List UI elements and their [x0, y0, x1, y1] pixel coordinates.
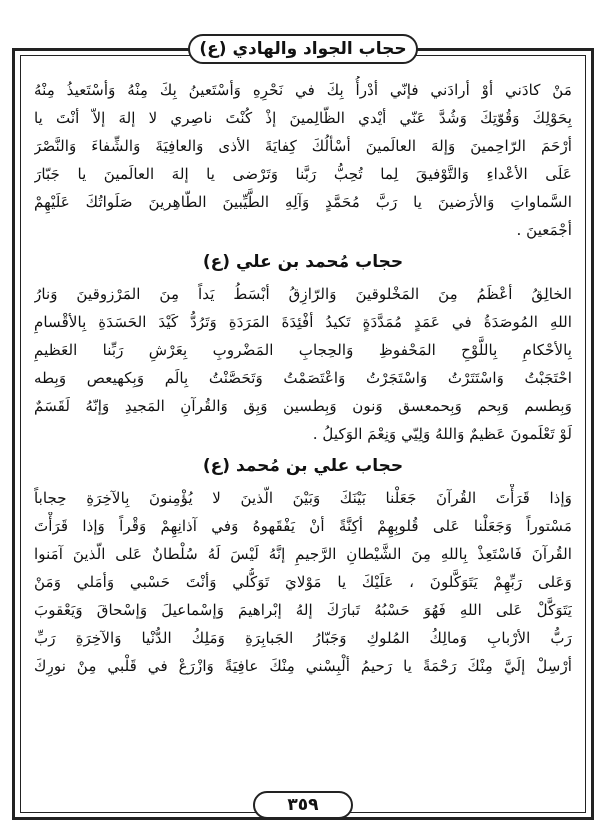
- text-line: السَّماواتِ وَالأرَضينَ يا رَبَّ مُحَمَّدٍ وَآلِهِ الطَّيِّبينَ الطّاهِرينَ صَلَواتُكَ عَلَيْهِمْ: [34, 193, 572, 211]
- text-line: اللهِ المُوصَدَةُ في عَمَدٍ مُمَدَّدَةٍ تَكيدُ أفْئِدَةَ المَرَدَةِ وَتَرُدُّ كَيْدَ الحَسَدَةِ بِالأقْسامِ: [34, 313, 572, 331]
- text-line: أجْمَعينَ .: [516, 221, 572, 239]
- text-line: عَلَى الأعْداءِ وَالتَّوْفيقَ لِما تُحِبُّ رَبَّنا وَتَرْضى يا إلهَ العالَمينَ يا جَبّارَ: [34, 165, 572, 183]
- text-line: وَبِطسم وَبِحم وَبِحمعسق وَنون وَبِطسين وَبِق وَالقُرآنِ المَجيدِ وَإنّهُ لَقَسَمٌ: [34, 397, 572, 415]
- section-heading: حجاب علي بن مُحمد (ع): [202, 456, 404, 476]
- text-line: أرْسِلْ إلَيَّ مِنْكَ رَحْمَةً يا رَحيمُ ألْبِسْني مِنْكَ عافِيَةً وَازْرَعْ في قَلْبي مِنْ نورِكَ: [34, 657, 572, 675]
- section-heading: حجاب مُحمد بن علي (ع): [202, 252, 404, 272]
- section-prayer-continuation: [34, 76, 572, 244]
- text-line: الخالِقُ أعْظَمُ مِنَ المَخْلوقينَ وَالرّازِقُ أبْسَطُ يَداً مِنَ المَرْزوقينَ وَنارُ: [34, 285, 572, 303]
- text-line: وَإذا قَرَأْتَ القُرآنَ جَعَلْنا بَيْنَكَ وَبَيْنَ الّذينَ لا يُؤْمِنونَ بِالآخِرَةِ حِجاباً: [34, 489, 572, 507]
- section-ali-bin-muhammad: [34, 448, 572, 680]
- text-line: مَسْتوراً وَجَعَلْنا عَلى قُلوبِهِمْ أكِنَّةً أنْ يَفْقَهوهُ وَفي آذانِهِمْ وَقْراً وَإذا قَرَأْتَ: [34, 517, 572, 535]
- text-line: يَتَوَكَّلْ عَلى اللهِ فَهُوَ حَسْبُهُ تَبارَكَ إلهُ إبْراهيمَ وَإسْماعيلَ وَإسْحاقَ وَيَعْقوبَ: [34, 601, 572, 619]
- text-line: أرْحَمَ الرّاحِمينَ وَإلهَ العالَمينَ أسْألُكَ كِفايَةَ الأذى وَالعافِيَةَ وَالشِّفاءَ وَالنَّصْرَ: [34, 137, 572, 155]
- section-muhammad-bin-ali: [34, 244, 572, 448]
- text-line: القُرآنَ فَاسْتَعِذْ بِاللهِ مِنَ الشَّيْطانِ الرَّجيمِ إنَّهُ لَيْسَ لَهُ سُلْطانٌ عَلى الّذينَ آمَنوا: [34, 545, 572, 563]
- text-line: بِالأحْكامِ بِاللَّوْحِ المَحْفوظِ وَالحِجابِ المَضْروبِ بِعَرْشِ رَبِّنا العَظيمِ: [34, 341, 572, 359]
- body-text: [34, 76, 572, 680]
- page-number-label: ٣٥٩: [287, 795, 319, 815]
- page-number: [253, 791, 353, 819]
- header-banner: [188, 34, 418, 64]
- text-line: وَعَلى رَبِّهِمْ يَتَوَكَّلونَ ، عَلَيْكَ يا مَوْلايَ تَوَكُّلي وَأنْتَ حَسْبي وَأمَلي وَمَنْ: [34, 573, 572, 591]
- text-line: مَنْ كادَني أوْ أرادَني فإنّي أدْرأُ بِكَ في نَحْرِهِ وَأسْتَعينُ بِكَ مِنْهُ وَأسْتَعيذُ مِنْهُ: [34, 81, 572, 99]
- text-line: لَوْ تَعْلَمونَ عَظيمٌ وَاللهُ وَلِيّي وَنِعْمَ الوَكيلُ .: [312, 425, 572, 443]
- text-line: رَبُّ الأرْبابِ وَمالِكُ المُلوكِ وَجَبّارُ الجَبابِرَةِ وَمَلِكُ الدُّنْيا وَالآخِرَةِ رَبِّ: [34, 629, 572, 647]
- page-title: حجاب الجواد والهادي (ع): [199, 39, 407, 59]
- text-line: بِحَوْلِكَ وَقُوّتِكَ وَشُدَّ عَنّي أيْدي الظّالِمينَ إذْ كُنْتَ ناصِري لا إلهَ إلاّ أنْتَ يا: [34, 109, 572, 127]
- text-line: احْتَجَبْتُ وَاسْتَتَرْتُ وَاسْتَجَرْتُ وَاعْتَصَمْتُ وَتَحَصَّنْتُ بِالَم وَبِكهيعص وَبِطه: [34, 369, 572, 387]
